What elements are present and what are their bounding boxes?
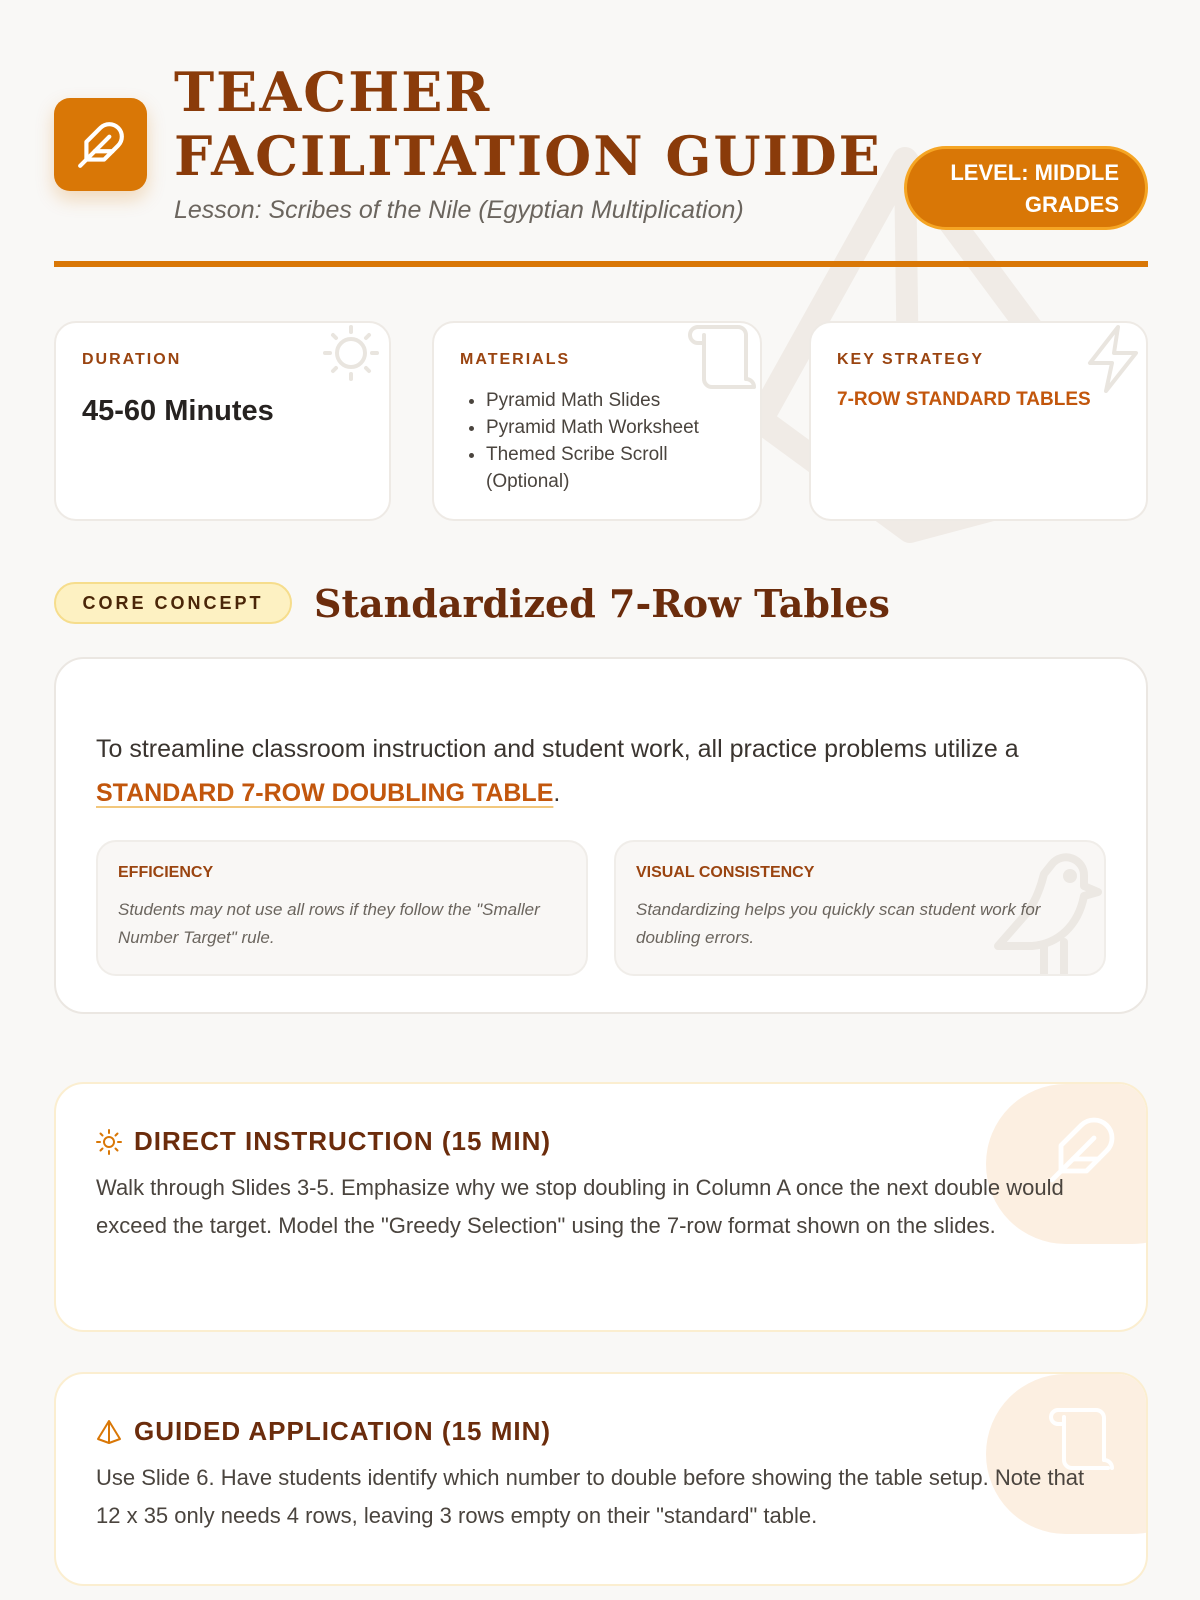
core-concept-card — [54, 657, 1148, 1014]
feather-icon — [76, 120, 126, 170]
concept-highlight: STANDARD 7-ROW DOUBLING TABLE — [96, 779, 554, 807]
scroll-icon — [688, 323, 760, 395]
page-title — [174, 60, 882, 188]
sun-icon — [313, 323, 389, 399]
core-concept-text — [96, 727, 1106, 815]
sun-icon — [96, 1129, 122, 1155]
lesson-subtitle: Lesson: Scribes of the Nile (Egyptian Multiplication) — [174, 196, 744, 224]
materials-label: MATERIALS — [460, 351, 571, 368]
duration-label: DURATION — [82, 351, 182, 368]
visual-consistency-text: Standardizing helps you quickly scan student work for doubling errors. — [636, 900, 1041, 947]
strategy-label: KEY STRATEGY — [837, 351, 984, 368]
direct-instruction-title: DIRECT INSTRUCTION (15 MIN) — [134, 1126, 551, 1156]
level-badge: LEVEL: MIDDLE GRADES — [904, 146, 1148, 230]
list-item: • Pyramid Math Slides — [486, 387, 734, 414]
visual-consistency-card — [614, 840, 1106, 976]
page-header — [54, 60, 1148, 266]
direct-instruction-header — [96, 1126, 1106, 1157]
title-line-1: TEACHER — [174, 60, 492, 124]
lightning-icon — [1078, 323, 1146, 395]
core-concept-header — [54, 578, 890, 628]
list-item: • Pyramid Math Worksheet — [486, 414, 734, 441]
info-cards-row — [54, 321, 1148, 521]
guided-application-text: Use Slide 6. Have students identify which number to double before showing the table setup. Note that 12 x 35 only needs 4 rows, leaving 3 rows empty on their "standard" table. — [96, 1465, 1085, 1528]
core-concept-pill: CORE CONCEPT — [54, 582, 292, 624]
efficiency-label: EFFICIENCY — [118, 864, 214, 881]
concept-text-after: . — [553, 779, 561, 807]
guided-application-card — [54, 1372, 1148, 1586]
efficiency-card — [96, 840, 588, 976]
pyramid-icon — [96, 1419, 122, 1445]
logo-badge — [54, 98, 147, 191]
guided-application-title: GUIDED APPLICATION (15 MIN) — [134, 1416, 552, 1446]
materials-list — [460, 387, 734, 495]
concept-subcards — [96, 840, 1106, 976]
direct-instruction-text: Walk through Slides 3-5. Emphasize why we stop doubling in Column A once the next double would exceed the target. Model the "Greedy Selection" using the 7-row format shown on the slides. — [96, 1175, 1064, 1238]
header-divider — [54, 261, 1148, 267]
strategy-value: 7-ROW STANDARD TABLES — [837, 389, 1091, 410]
concept-text-before: To streamline classroom instruction and student work, all practice problems utilize a — [96, 735, 1019, 763]
title-line-2: FACILITATION GUIDE — [174, 124, 882, 188]
duration-card — [54, 321, 391, 521]
title-block — [174, 60, 882, 225]
visual-consistency-label: VISUAL CONSISTENCY — [636, 864, 815, 881]
strategy-card — [809, 321, 1148, 521]
materials-card — [432, 321, 762, 521]
efficiency-text: Students may not use all rows if they follow the "Smaller Number Target" rule. — [118, 900, 540, 947]
core-concept-title: Standardized 7-Row Tables — [314, 580, 890, 626]
list-item: • Themed Scribe Scroll (Optional) — [486, 441, 734, 495]
guided-application-header — [96, 1416, 1106, 1447]
direct-instruction-card — [54, 1082, 1148, 1332]
duration-value: 45-60 Minutes — [82, 395, 274, 427]
